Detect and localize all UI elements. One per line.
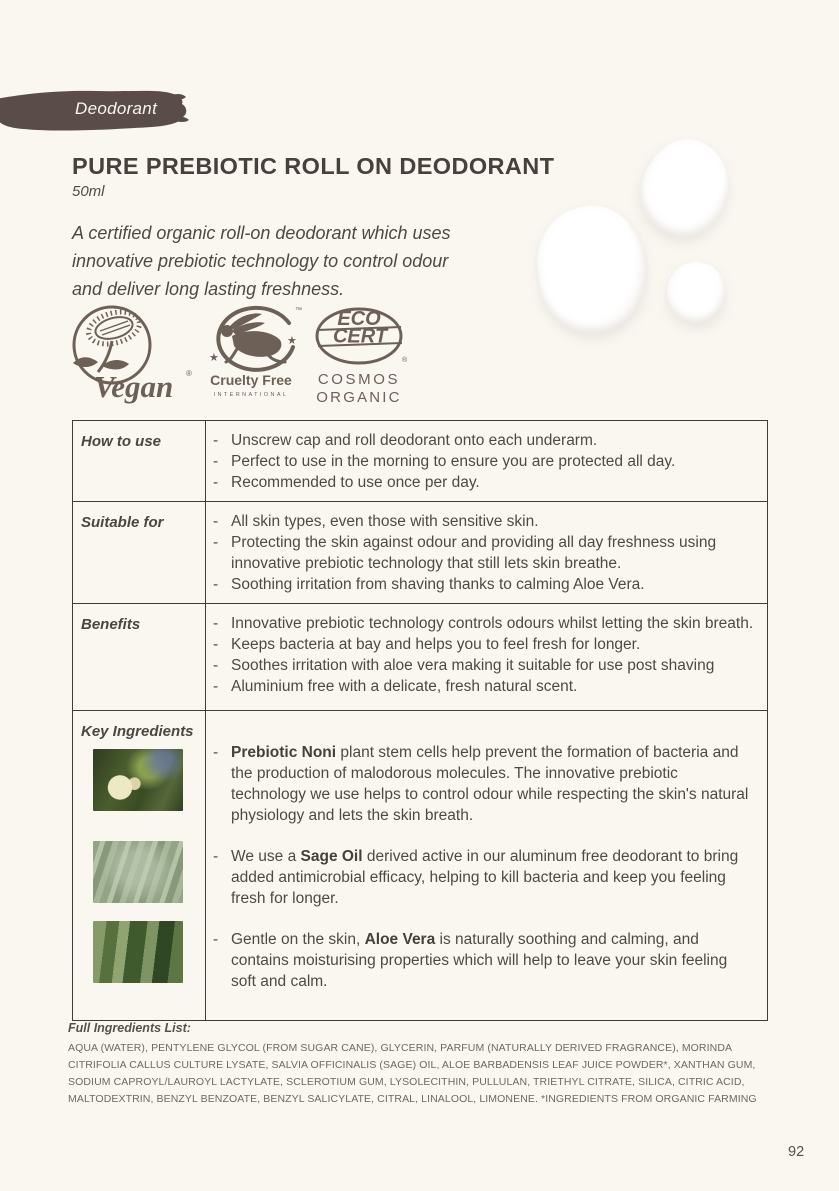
description-line: A certified organic roll-on deodorant which uses: [72, 223, 451, 243]
list-item: - All skin types, even those with sensitive skin.: [213, 513, 539, 530]
product-size: 50ml: [72, 183, 105, 200]
trademark-mark: ™: [295, 307, 302, 314]
list-item: - Innovative prebiotic technology controls odours whilst letting the skin breath.: [213, 615, 754, 632]
list-item: - Recommended to use once per day.: [213, 474, 480, 491]
list-item: - Soothes irritation with aloe vera making it suitable for use post shaving: [213, 657, 715, 674]
cruelty-free-wordmark: Cruelty Free: [210, 372, 292, 388]
product-info-table: [72, 420, 768, 1021]
vegan-sunflower-icon: [70, 300, 198, 406]
cosmos-label: COSMOS: [317, 371, 401, 388]
star-icon: ★: [287, 335, 297, 347]
category-tag: [0, 87, 192, 135]
description-line: innovative prebiotic technology to control odour: [72, 251, 449, 271]
star-icon: ★: [209, 352, 219, 364]
row-label-with-photos: [73, 711, 205, 1020]
row-content: [205, 711, 767, 1020]
table-row-suitable-for: [73, 502, 767, 604]
category-tag-label: Deodorant: [75, 99, 158, 118]
cruelty-free-logo: [203, 303, 303, 408]
row-label: Benefits: [81, 616, 141, 633]
row-content: [205, 421, 767, 501]
leaping-bunny-icon: [203, 303, 303, 403]
full-ingredients-label: Full Ingredients List:: [68, 1021, 191, 1035]
ecocert-word-top: ECO: [337, 308, 381, 330]
ecocert-cosmos-icon: [313, 306, 409, 406]
registered-mark: ®: [402, 357, 408, 364]
description-line: and deliver long lasting freshness.: [72, 279, 345, 299]
page-title: PURE PREBIOTIC ROLL ON DEODORANT: [72, 153, 555, 179]
sage-leaves-photo: [93, 841, 183, 903]
list-item: - Prebiotic Noni plant stem cells help prevent the formation of bacteria and the production of malodorous molecules. The innovative prebiotic technology we use helps to control odour while respecting the skin's natural physiology and lets the skin breath.: [213, 744, 749, 824]
row-label: Suitable for: [81, 514, 164, 531]
list-item: - Keeps bacteria at bay and helps you to feel fresh for longer.: [213, 636, 641, 653]
page-number: 92: [788, 1144, 805, 1160]
list-item: - We use a Sage Oil derived active in our aluminum free deodorant to bring added antimicrobial efficacy, helping to kill bacteria and keep you feeling fresh for longer.: [213, 848, 739, 907]
list-item: - Aluminium free with a delicate, fresh natural scent.: [213, 678, 578, 695]
aloe-vera-photo: [93, 921, 183, 983]
deodorant-droplet-swatch: [667, 262, 725, 323]
noni-fruit-photo: [93, 749, 183, 811]
list-item: - Unscrew cap and roll deodorant onto each underarm.: [213, 432, 598, 449]
full-ingredients-text: AQUA (WATER), PENTYLENE GLYCOL (FROM SUGAR CANE), GLYCERIN, PARFUM (NATURALLY DERIVED FRAGRANCE), MORINDA CITRIFOLIA CALLUS CULTURE LYSATE, SALVIA OFFICINALIS (SAGE) OIL, ALOE BARBADENSIS LEAF JUICE POWDER*, XANTHAN GUM, SODIUM CAPROYL/LAUROYL LACTYLATE, SCLEROTIUM GUM, LYSOLECITHIN, PULLULAN, TRIETHYL CITRATE, SILICA, CITRIC ACID, MALTODEXTRIN, BENZYL BENZOATE, BENZYL SALICYLATE, CITRAL, LINALOOL, LIMONENE. *INGREDIENTS FROM ORGANIC FARMING: [68, 1042, 757, 1105]
ingredient-name: Prebiotic Noni: [231, 744, 337, 761]
vegan-wordmark: Vegan: [94, 369, 174, 404]
row-content: [205, 502, 767, 603]
deodorant-droplet-swatch: [530, 199, 655, 340]
full-ingredients-section: [68, 1021, 780, 1108]
ingredient-name: Sage Oil: [300, 848, 363, 865]
table-row-key-ingredients: [73, 711, 767, 1020]
table-row-how-to-use: [73, 421, 767, 502]
cruelty-free-sublabel: INTERNATIONAL: [213, 392, 289, 398]
product-description: [72, 219, 451, 303]
table-row-benefits: [73, 604, 767, 711]
ecocert-word-bottom: CERT: [332, 325, 388, 348]
list-item: - Protecting the skin against odour and providing all day freshness using innovative prebiotic technology that still lets skin breathe.: [213, 534, 717, 572]
list-item: - Perfect to use in the morning to ensure you are protected all day.: [213, 453, 676, 470]
list-item: - Soothing irritation from shaving thanks to calming Aloe Vera.: [213, 576, 645, 593]
ecocert-logo: [313, 306, 409, 411]
vegan-logo: [70, 300, 198, 411]
list-item: - Gentle on the skin, Aloe Vera is naturally soothing and calming, and contains moisturising properties which will help to leave your skin feeling soft and calm.: [213, 931, 728, 990]
row-content: [205, 604, 767, 710]
ingredient-name: Aloe Vera: [364, 931, 436, 948]
row-label: How to use: [81, 433, 162, 450]
registered-mark: ®: [186, 369, 192, 378]
organic-label: ORGANIC: [316, 389, 402, 406]
row-label: Key Ingredients: [81, 723, 194, 740]
deodorant-droplet-swatch: [631, 130, 738, 246]
